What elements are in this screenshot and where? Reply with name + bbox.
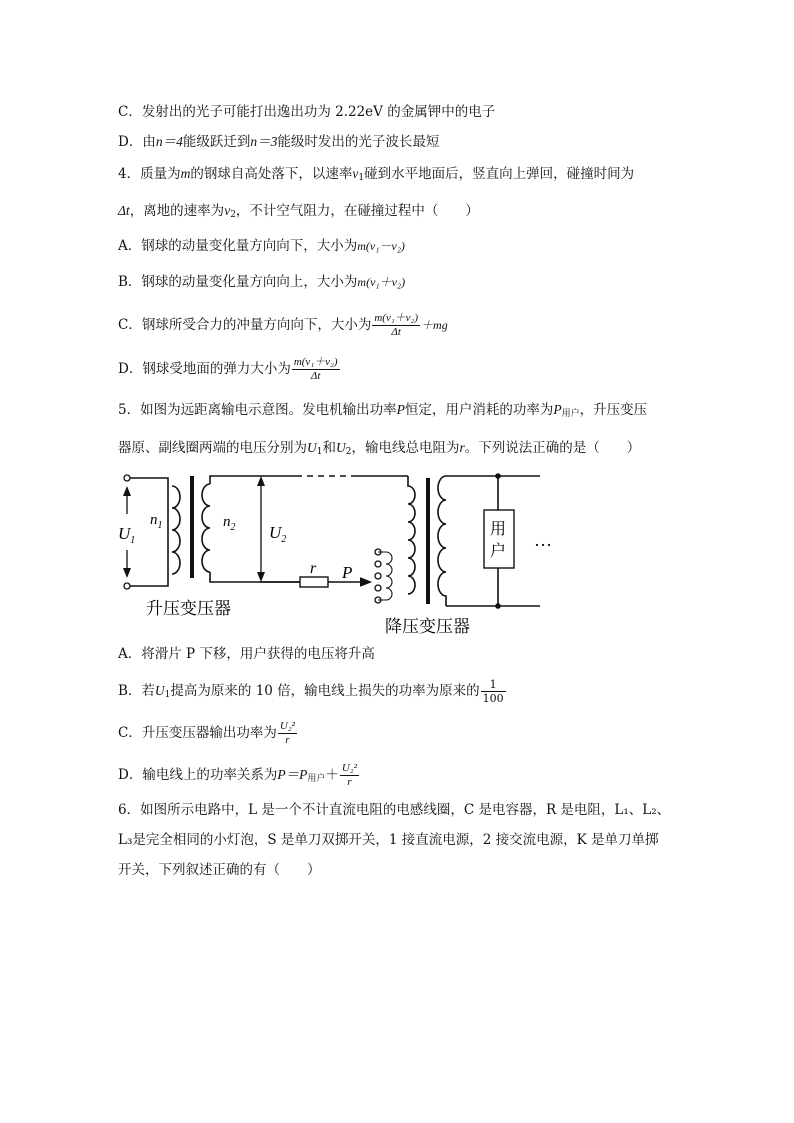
fraction-numerator: U₂²	[341, 762, 357, 774]
q5-option-d	[118, 762, 360, 789]
q5-stem-part: 恒定，用户消耗的功率为	[404, 402, 554, 418]
fraction-denominator: r	[347, 776, 352, 788]
q4-v2-symbol: v	[224, 203, 231, 218]
q5-puser-subscript: 用户	[561, 409, 580, 419]
q6-stem-line1	[118, 800, 670, 820]
diagram-user-label-2: 户	[490, 543, 507, 560]
fraction-numerator: U₂²	[279, 720, 295, 732]
q4-stem-part: ，不计空气阻力，在碰撞过程中（ ）	[235, 203, 479, 219]
q5-option-d-text: D．输电线上的功率关系为	[118, 767, 278, 783]
q3-option-d	[118, 132, 439, 152]
q4-option-c-text: C．钢球所受合力的冲量方向向下，大小为	[118, 317, 372, 333]
fraction-numerator: m(v₁＋v₂)	[374, 312, 419, 324]
q4-stem-line2	[118, 201, 479, 225]
q4-option-c	[118, 312, 448, 339]
q4-option-c-tail: ＋mg	[421, 318, 448, 332]
q3-option-d-part: 能级时发出的光子波长最短	[277, 134, 440, 150]
q5-option-d-fraction	[340, 762, 359, 789]
stepdown-secondary-coil	[438, 476, 446, 606]
q4-option-b-expr: m(v₁＋v₂)	[357, 275, 406, 289]
tap-4	[375, 585, 381, 591]
q5-option-b	[118, 678, 507, 705]
tap-2	[375, 561, 381, 567]
q4-option-d-text: D．钢球受地面的弹力大小为	[118, 361, 291, 377]
q3-option-d-part: 能级跃迁到	[182, 134, 251, 150]
q3-option-c-text: C．发射出的光子可能打出逸出功为 2.22eV 的金属钾中的电子	[118, 104, 496, 120]
q3-option-d-part: D．由	[118, 134, 156, 150]
q5-u2-symbol: U	[335, 440, 346, 455]
fraction-numerator: 1	[481, 678, 506, 692]
q5-option-a-text: A．将滑片 P 下移，用户获得的电压将升高	[118, 646, 375, 662]
q5-p-symbol: P	[396, 402, 405, 417]
q5-option-b-part: 提高为原来的 10 倍，输电线上损失的功率为原来的	[170, 683, 480, 699]
step-up-transformer-label: 升压变压器	[146, 599, 231, 618]
q4-stem-part: 碰到水平地面后，竖直向上弹回，碰撞时间为	[364, 166, 635, 182]
q4-option-c-fraction	[372, 312, 420, 339]
q5-stem-part: 器原、副线圈两端的电压分别为	[118, 440, 307, 456]
diagram-p-label: P	[342, 563, 353, 582]
step-down-transformer-label: 降压变压器	[385, 617, 470, 636]
q4-stem-part: 的钢球自高处落下，以速率	[190, 166, 353, 182]
diagram-u1-label: $U_1$	[118, 524, 136, 546]
diagram-u2-label: $U_2$	[269, 523, 287, 545]
q6-stem-line2	[118, 830, 659, 850]
terminal-bottom	[124, 583, 130, 589]
q4-option-a-expr: m(v₁－v₂)	[357, 239, 405, 253]
q5-puser-symbol: P	[553, 402, 562, 417]
fraction-denominator: Δt	[310, 370, 321, 382]
q6-stem-text: 6．如图所示电路中，L 是一个不计直流电阻的电感线圈，C 是电容器，R 是电阻，L₁、L₂、	[118, 802, 671, 818]
q6-stem-text: 开关，下列叙述正确的有（ ）	[118, 862, 321, 878]
q5-option-d-lhs: P＝P	[277, 767, 308, 782]
q4-option-b-text: B．钢球的动量变化量方向向上，大小为	[118, 274, 358, 290]
primary-wire	[127, 478, 168, 586]
fraction-denominator: 100	[482, 692, 504, 705]
q5-option-a	[118, 644, 375, 664]
diagram-n2-label: $n_2$	[223, 514, 236, 533]
slider-arrow	[360, 578, 370, 586]
tap-3	[375, 573, 381, 579]
q5-stem-part: ，输电线总电阻为	[351, 440, 460, 456]
q5-option-b-sub: 1	[164, 690, 171, 700]
q5-u2-subscript: 2	[345, 447, 352, 457]
q6-stem-text: L₃是完全相同的小灯泡，S 是单刀双掷开关，1 接直流电源，2 接交流电源，K 是单刀单掷	[118, 832, 659, 848]
q5-option-c	[118, 720, 298, 747]
q3-option-d-n4: n＝4	[155, 134, 183, 149]
q4-delta-t: Δt	[118, 203, 130, 218]
diagram-n1-label: $n_1$	[150, 512, 163, 531]
q3-option-c	[118, 102, 495, 122]
q4-v2-subscript: 2	[230, 210, 236, 220]
diagram-ellipsis: …	[534, 530, 552, 550]
diagram-r-label: r	[310, 560, 317, 577]
q4-option-d	[118, 356, 341, 383]
q5-stem-part: ，升压变压	[579, 402, 648, 418]
q5-r-symbol: r	[459, 440, 465, 455]
q4-mass-symbol: m	[180, 166, 191, 181]
q4-stem-part: 4．质量为	[118, 166, 181, 182]
q5-option-c-text: C．升压变压器输出功率为	[118, 725, 277, 741]
q5-option-b-u: U	[154, 683, 165, 698]
diagram-user-label-1: 用	[490, 521, 507, 538]
line-resistor-r	[300, 577, 328, 587]
q5-stem-part: 。下列说法正确的是（ ）	[464, 440, 641, 456]
q5-stem-part: 5．如图为远距离输电示意图。发电机输出功率	[118, 402, 397, 418]
q5-option-b-fraction	[481, 678, 506, 705]
q4-v1-symbol: v	[352, 166, 359, 181]
q4-option-b	[118, 272, 405, 292]
q5-u1-symbol: U	[307, 440, 317, 455]
q4-option-d-fraction	[292, 356, 340, 383]
fraction-numerator: m(v₁＋v₂)	[293, 356, 338, 368]
q5-option-b-part: B．若	[118, 683, 155, 699]
q5-option-d-sub: 用户	[307, 774, 326, 784]
terminal-top	[124, 475, 130, 481]
q5-stem-line2	[118, 438, 640, 462]
q5-stem-part: 和	[322, 440, 336, 456]
q4-option-a-text: A．钢球的动量变化量方向向下，大小为	[118, 238, 358, 254]
q5-option-d-plus: ＋	[325, 767, 339, 783]
q4-v1-subscript: 1	[358, 173, 365, 183]
q5-u1-subscript: 1	[316, 447, 323, 457]
q5-stem-line1	[118, 400, 647, 424]
q4-stem-part: ，离地的速率为	[129, 203, 225, 219]
fraction-denominator: Δt	[391, 326, 401, 338]
q5-option-c-fraction	[278, 720, 297, 747]
secondary-wire	[210, 476, 296, 484]
q6-stem-line3	[118, 860, 321, 880]
secondary-coil	[202, 484, 210, 572]
stepdown-primary-coil	[408, 476, 415, 594]
q4-stem-line1	[118, 164, 634, 188]
q3-option-d-n3: n＝3	[250, 134, 278, 149]
transmission-circuit-diagram	[110, 464, 560, 644]
q4-option-a	[118, 236, 405, 256]
fraction-denominator: r	[285, 734, 290, 746]
primary-coil	[172, 486, 180, 574]
